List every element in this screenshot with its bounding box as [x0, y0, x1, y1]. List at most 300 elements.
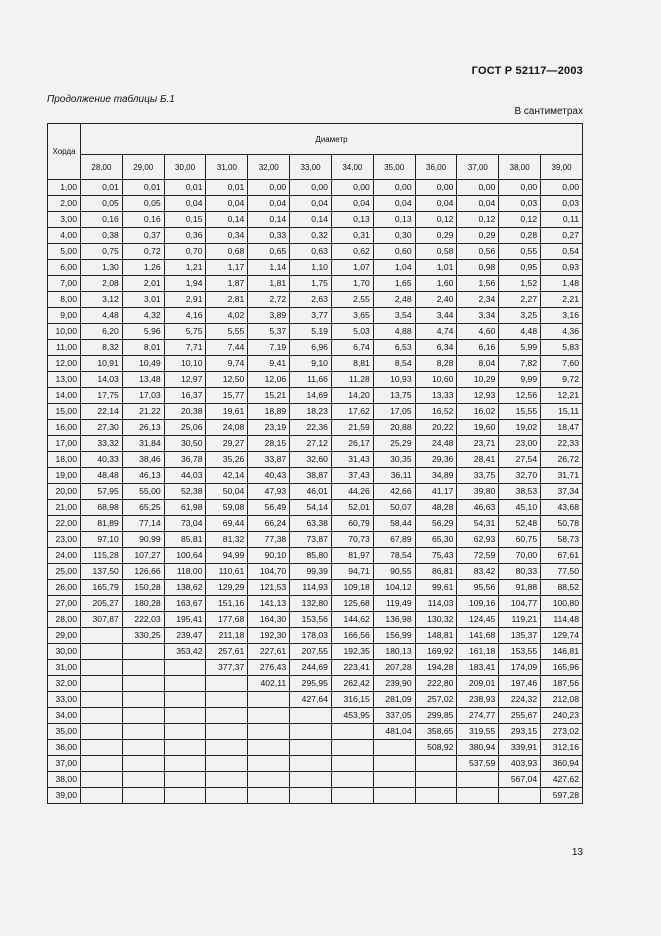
- table-row: [48, 580, 583, 596]
- chord-cell: 33,00: [48, 692, 81, 708]
- chord-cell: 7,00: [48, 276, 81, 292]
- value-cell: 40,33: [81, 452, 123, 468]
- value-cell: 2,27: [499, 292, 541, 308]
- value-cell: 1,65: [373, 276, 415, 292]
- table-row: [48, 388, 583, 404]
- value-cell: 9,41: [248, 356, 290, 372]
- value-cell: [206, 788, 248, 804]
- value-cell: [164, 660, 206, 676]
- value-cell: 0,04: [373, 196, 415, 212]
- value-cell: 183,41: [457, 660, 499, 676]
- value-cell: [290, 708, 332, 724]
- value-cell: [331, 724, 373, 740]
- value-cell: [81, 692, 123, 708]
- value-cell: 0,30: [373, 228, 415, 244]
- value-cell: 195,41: [164, 612, 206, 628]
- value-cell: [81, 708, 123, 724]
- value-cell: 15,77: [206, 388, 248, 404]
- value-cell: 124,45: [457, 612, 499, 628]
- value-cell: 95,56: [457, 580, 499, 596]
- value-cell: 2,34: [457, 292, 499, 308]
- table-row: [48, 516, 583, 532]
- value-cell: [164, 756, 206, 772]
- value-cell: 10,29: [457, 372, 499, 388]
- value-cell: 0,38: [81, 228, 123, 244]
- value-cell: 2,55: [331, 292, 373, 308]
- value-cell: 13,75: [373, 388, 415, 404]
- value-cell: 15,21: [248, 388, 290, 404]
- value-cell: 453,95: [331, 708, 373, 724]
- value-cell: 52,48: [499, 516, 541, 532]
- value-cell: 58,44: [373, 516, 415, 532]
- chord-cell: 23,00: [48, 532, 81, 548]
- value-cell: 255,67: [499, 708, 541, 724]
- value-cell: 16,37: [164, 388, 206, 404]
- value-cell: 0,00: [248, 180, 290, 196]
- value-cell: 307,87: [81, 612, 123, 628]
- value-cell: 0,00: [499, 180, 541, 196]
- chord-cell: 6,00: [48, 260, 81, 276]
- value-cell: 18,47: [541, 420, 583, 436]
- value-cell: [122, 788, 164, 804]
- value-cell: 22,33: [541, 436, 583, 452]
- value-cell: 0,04: [248, 196, 290, 212]
- value-cell: 0,04: [331, 196, 373, 212]
- value-cell: 62,93: [457, 532, 499, 548]
- value-cell: 337,05: [373, 708, 415, 724]
- value-cell: 239,47: [164, 628, 206, 644]
- value-cell: [248, 756, 290, 772]
- value-cell: 567,04: [499, 772, 541, 788]
- value-cell: 130,32: [415, 612, 457, 628]
- table-row: [48, 276, 583, 292]
- value-cell: 0,03: [541, 196, 583, 212]
- value-cell: 59,08: [206, 500, 248, 516]
- table-row: [48, 324, 583, 340]
- value-cell: 7,82: [499, 356, 541, 372]
- value-cell: 274,77: [457, 708, 499, 724]
- chord-cell: 16,00: [48, 420, 81, 436]
- value-cell: 330,25: [122, 628, 164, 644]
- value-cell: 427,62: [541, 772, 583, 788]
- value-cell: [373, 788, 415, 804]
- value-cell: 0,11: [541, 212, 583, 228]
- value-cell: 3,16: [541, 308, 583, 324]
- value-cell: 0,29: [457, 228, 499, 244]
- value-cell: 3,54: [373, 308, 415, 324]
- table-row: [48, 260, 583, 276]
- value-cell: 50,07: [373, 500, 415, 516]
- value-cell: 0,15: [164, 212, 206, 228]
- value-cell: 1,07: [331, 260, 373, 276]
- value-cell: 110,61: [206, 564, 248, 580]
- value-cell: 223,41: [331, 660, 373, 676]
- value-cell: 20,38: [164, 404, 206, 420]
- value-cell: [206, 708, 248, 724]
- value-cell: 0,00: [290, 180, 332, 196]
- value-cell: 508,92: [415, 740, 457, 756]
- value-cell: 146,81: [541, 644, 583, 660]
- value-cell: [81, 660, 123, 676]
- value-cell: 8,28: [415, 356, 457, 372]
- value-cell: [248, 724, 290, 740]
- value-cell: 312,16: [541, 740, 583, 756]
- value-cell: [122, 740, 164, 756]
- table-row: [48, 596, 583, 612]
- value-cell: 4,48: [81, 308, 123, 324]
- value-cell: 1,81: [248, 276, 290, 292]
- value-cell: 17,03: [122, 388, 164, 404]
- value-cell: 151,16: [206, 596, 248, 612]
- value-cell: 119,21: [499, 612, 541, 628]
- value-cell: 119,49: [373, 596, 415, 612]
- value-cell: 403,93: [499, 756, 541, 772]
- value-cell: 100,80: [541, 596, 583, 612]
- value-cell: 3,01: [122, 292, 164, 308]
- value-cell: [122, 692, 164, 708]
- chord-cell: 13,00: [48, 372, 81, 388]
- value-cell: 4,88: [373, 324, 415, 340]
- value-cell: 0,70: [164, 244, 206, 260]
- value-cell: 44,03: [164, 468, 206, 484]
- value-cell: 295,95: [290, 676, 332, 692]
- value-cell: 380,94: [457, 740, 499, 756]
- value-cell: 26,72: [541, 452, 583, 468]
- value-cell: [122, 756, 164, 772]
- table-row: [48, 340, 583, 356]
- value-cell: 238,93: [457, 692, 499, 708]
- value-cell: 14,69: [290, 388, 332, 404]
- table-row: [48, 724, 583, 740]
- table-caption: Продолжение таблицы Б.1: [47, 94, 175, 105]
- value-cell: 21,59: [331, 420, 373, 436]
- value-cell: [164, 788, 206, 804]
- diameter-header-cell: 33,00: [290, 155, 332, 180]
- value-cell: 0,62: [331, 244, 373, 260]
- value-cell: 67,61: [541, 548, 583, 564]
- value-cell: 9,74: [206, 356, 248, 372]
- value-cell: 109,18: [331, 580, 373, 596]
- value-cell: [373, 740, 415, 756]
- value-cell: [457, 772, 499, 788]
- table-row: [48, 692, 583, 708]
- diameter-header-cell: 39,00: [541, 155, 583, 180]
- value-cell: 94,99: [206, 548, 248, 564]
- value-cell: 42,66: [373, 484, 415, 500]
- chord-cell: 8,00: [48, 292, 81, 308]
- value-cell: 1,70: [331, 276, 373, 292]
- chord-cell: 25,00: [48, 564, 81, 580]
- value-cell: 316,15: [331, 692, 373, 708]
- table-row: [48, 548, 583, 564]
- chord-cell: 12,00: [48, 356, 81, 372]
- chord-cell: 30,00: [48, 644, 81, 660]
- table-row: [48, 212, 583, 228]
- value-cell: 35,26: [206, 452, 248, 468]
- value-cell: [164, 708, 206, 724]
- value-cell: 4,36: [541, 324, 583, 340]
- value-cell: 72,59: [457, 548, 499, 564]
- value-cell: 23,71: [457, 436, 499, 452]
- value-cell: [290, 772, 332, 788]
- value-cell: 60,79: [331, 516, 373, 532]
- value-cell: 177,68: [206, 612, 248, 628]
- value-cell: 0,56: [457, 244, 499, 260]
- chord-cell: 31,00: [48, 660, 81, 676]
- value-cell: [499, 788, 541, 804]
- value-cell: 67,89: [373, 532, 415, 548]
- value-cell: 12,97: [164, 372, 206, 388]
- value-cell: 28,15: [248, 436, 290, 452]
- chord-cell: 3,00: [48, 212, 81, 228]
- value-cell: 299,85: [415, 708, 457, 724]
- table-row: [48, 612, 583, 628]
- chord-cell: 11,00: [48, 340, 81, 356]
- value-cell: 114,48: [541, 612, 583, 628]
- value-cell: 32,70: [499, 468, 541, 484]
- value-cell: 85,80: [290, 548, 332, 564]
- value-cell: 5,37: [248, 324, 290, 340]
- value-cell: 29,27: [206, 436, 248, 452]
- value-cell: 10,49: [122, 356, 164, 372]
- value-cell: 13,48: [122, 372, 164, 388]
- table-row: [48, 372, 583, 388]
- value-cell: 45,10: [499, 500, 541, 516]
- value-cell: 100,64: [164, 548, 206, 564]
- value-cell: 150,28: [122, 580, 164, 596]
- value-cell: 42,14: [206, 468, 248, 484]
- value-cell: 118,00: [164, 564, 206, 580]
- document-code: ГОСТ Р 52117—2003: [471, 65, 583, 77]
- value-cell: 107,27: [122, 548, 164, 564]
- value-cell: 50,78: [541, 516, 583, 532]
- chord-cell: 10,00: [48, 324, 81, 340]
- value-cell: 153,56: [290, 612, 332, 628]
- value-cell: 57,95: [81, 484, 123, 500]
- table-row: [48, 644, 583, 660]
- table-row: [48, 660, 583, 676]
- value-cell: 377,37: [206, 660, 248, 676]
- value-cell: 353,42: [164, 644, 206, 660]
- value-cell: 2,08: [81, 276, 123, 292]
- value-cell: 12,50: [206, 372, 248, 388]
- chord-cell: 35,00: [48, 724, 81, 740]
- value-cell: 2,81: [206, 292, 248, 308]
- value-cell: 0,05: [122, 196, 164, 212]
- value-cell: 40,43: [248, 468, 290, 484]
- diameter-header-cell: 35,00: [373, 155, 415, 180]
- value-cell: 7,19: [248, 340, 290, 356]
- value-cell: 90,10: [248, 548, 290, 564]
- value-cell: 81,97: [331, 548, 373, 564]
- value-cell: [81, 644, 123, 660]
- diameter-header-cell: 38,00: [499, 155, 541, 180]
- value-cell: 65,25: [122, 500, 164, 516]
- value-cell: [373, 756, 415, 772]
- value-cell: 115,28: [81, 548, 123, 564]
- value-cell: 0,16: [81, 212, 123, 228]
- diameter-header-cell: 34,00: [331, 155, 373, 180]
- value-cell: 8,04: [457, 356, 499, 372]
- chord-column-header: Хорда: [48, 124, 81, 180]
- value-cell: 99,61: [415, 580, 457, 596]
- value-cell: 24,08: [206, 420, 248, 436]
- value-cell: 0,05: [81, 196, 123, 212]
- value-cell: 1,94: [164, 276, 206, 292]
- value-cell: [206, 772, 248, 788]
- value-cell: 17,62: [331, 404, 373, 420]
- value-cell: 6,74: [331, 340, 373, 356]
- value-cell: 4,02: [206, 308, 248, 324]
- table-row: [48, 532, 583, 548]
- value-cell: 0,54: [541, 244, 583, 260]
- value-cell: 1,04: [373, 260, 415, 276]
- value-cell: 73,87: [290, 532, 332, 548]
- value-cell: 33,32: [81, 436, 123, 452]
- value-cell: [164, 724, 206, 740]
- value-cell: 73,04: [164, 516, 206, 532]
- value-cell: 18,89: [248, 404, 290, 420]
- value-cell: 239,90: [373, 676, 415, 692]
- value-cell: 0,01: [81, 180, 123, 196]
- value-cell: [122, 660, 164, 676]
- table-row: [48, 356, 583, 372]
- value-cell: 339,91: [499, 740, 541, 756]
- chord-cell: 17,00: [48, 436, 81, 452]
- value-cell: 43,68: [541, 500, 583, 516]
- value-cell: [373, 772, 415, 788]
- value-cell: 0,01: [122, 180, 164, 196]
- value-cell: 10,91: [81, 356, 123, 372]
- value-cell: 240,23: [541, 708, 583, 724]
- diameter-header-cell: 37,00: [457, 155, 499, 180]
- value-cell: 61,98: [164, 500, 206, 516]
- value-cell: 12,21: [541, 388, 583, 404]
- diameter-header-cell: 28,00: [81, 155, 123, 180]
- value-cell: 1,56: [457, 276, 499, 292]
- value-cell: [290, 724, 332, 740]
- value-cell: [164, 692, 206, 708]
- value-cell: 5,19: [290, 324, 332, 340]
- value-cell: 8,81: [331, 356, 373, 372]
- value-cell: [206, 676, 248, 692]
- value-cell: 257,61: [206, 644, 248, 660]
- value-cell: 0,00: [331, 180, 373, 196]
- value-cell: 257,02: [415, 692, 457, 708]
- value-cell: 47,93: [248, 484, 290, 500]
- value-cell: [248, 772, 290, 788]
- value-cell: 222,80: [415, 676, 457, 692]
- table-row: [48, 740, 583, 756]
- value-cell: 0,04: [164, 196, 206, 212]
- value-cell: 0,04: [457, 196, 499, 212]
- diameter-header-cell: 31,00: [206, 155, 248, 180]
- value-cell: 192,30: [248, 628, 290, 644]
- value-cell: 129,74: [541, 628, 583, 644]
- value-cell: 39,80: [457, 484, 499, 500]
- value-cell: 1,75: [290, 276, 332, 292]
- value-cell: 212,08: [541, 692, 583, 708]
- value-cell: 125,68: [331, 596, 373, 612]
- value-cell: 20,22: [415, 420, 457, 436]
- value-cell: 141,13: [248, 596, 290, 612]
- value-cell: 114,03: [415, 596, 457, 612]
- value-cell: 126,66: [122, 564, 164, 580]
- value-cell: 8,54: [373, 356, 415, 372]
- value-cell: 31,43: [331, 452, 373, 468]
- value-cell: 0,93: [541, 260, 583, 276]
- value-cell: 0,37: [122, 228, 164, 244]
- value-cell: 16,02: [457, 404, 499, 420]
- table-body: [48, 180, 583, 804]
- value-cell: 68,98: [81, 500, 123, 516]
- chord-cell: 20,00: [48, 484, 81, 500]
- value-cell: 88,52: [541, 580, 583, 596]
- value-cell: 48,28: [415, 500, 457, 516]
- value-cell: 11,66: [290, 372, 332, 388]
- value-cell: [331, 772, 373, 788]
- chord-cell: 22,00: [48, 516, 81, 532]
- value-cell: 36,78: [164, 452, 206, 468]
- value-cell: 3,25: [499, 308, 541, 324]
- value-cell: 20,88: [373, 420, 415, 436]
- value-cell: 7,71: [164, 340, 206, 356]
- value-cell: 0,95: [499, 260, 541, 276]
- value-cell: 121,53: [248, 580, 290, 596]
- value-cell: 0,34: [206, 228, 248, 244]
- value-cell: 12,56: [499, 388, 541, 404]
- value-cell: 7,60: [541, 356, 583, 372]
- value-cell: 90,55: [373, 564, 415, 580]
- value-cell: [81, 724, 123, 740]
- value-cell: 77,50: [541, 564, 583, 580]
- value-cell: 281,09: [373, 692, 415, 708]
- value-cell: 99,39: [290, 564, 332, 580]
- value-cell: [122, 772, 164, 788]
- value-cell: 32,60: [290, 452, 332, 468]
- value-cell: 0,14: [290, 212, 332, 228]
- value-cell: 0,12: [499, 212, 541, 228]
- value-cell: 3,65: [331, 308, 373, 324]
- value-cell: 9,72: [541, 372, 583, 388]
- value-cell: 360,94: [541, 756, 583, 772]
- value-cell: [290, 788, 332, 804]
- chord-cell: 29,00: [48, 628, 81, 644]
- value-cell: 17,05: [373, 404, 415, 420]
- value-cell: 17,75: [81, 388, 123, 404]
- table-row: [48, 468, 583, 484]
- value-cell: [81, 676, 123, 692]
- value-cell: 224,32: [499, 692, 541, 708]
- value-cell: 2,91: [164, 292, 206, 308]
- value-cell: [206, 756, 248, 772]
- value-cell: 0,01: [206, 180, 248, 196]
- value-cell: 60,75: [499, 532, 541, 548]
- value-cell: 30,35: [373, 452, 415, 468]
- value-cell: 0,32: [290, 228, 332, 244]
- diameter-header: Диаметр: [81, 124, 583, 155]
- chord-cell: 21,00: [48, 500, 81, 516]
- value-cell: 12,93: [457, 388, 499, 404]
- table-row: [48, 436, 583, 452]
- chord-cell: 34,00: [48, 708, 81, 724]
- table-row: [48, 404, 583, 420]
- value-cell: 77,38: [248, 532, 290, 548]
- value-cell: 0,31: [331, 228, 373, 244]
- value-cell: 91,88: [499, 580, 541, 596]
- value-cell: 16,52: [415, 404, 457, 420]
- value-cell: 227,61: [248, 644, 290, 660]
